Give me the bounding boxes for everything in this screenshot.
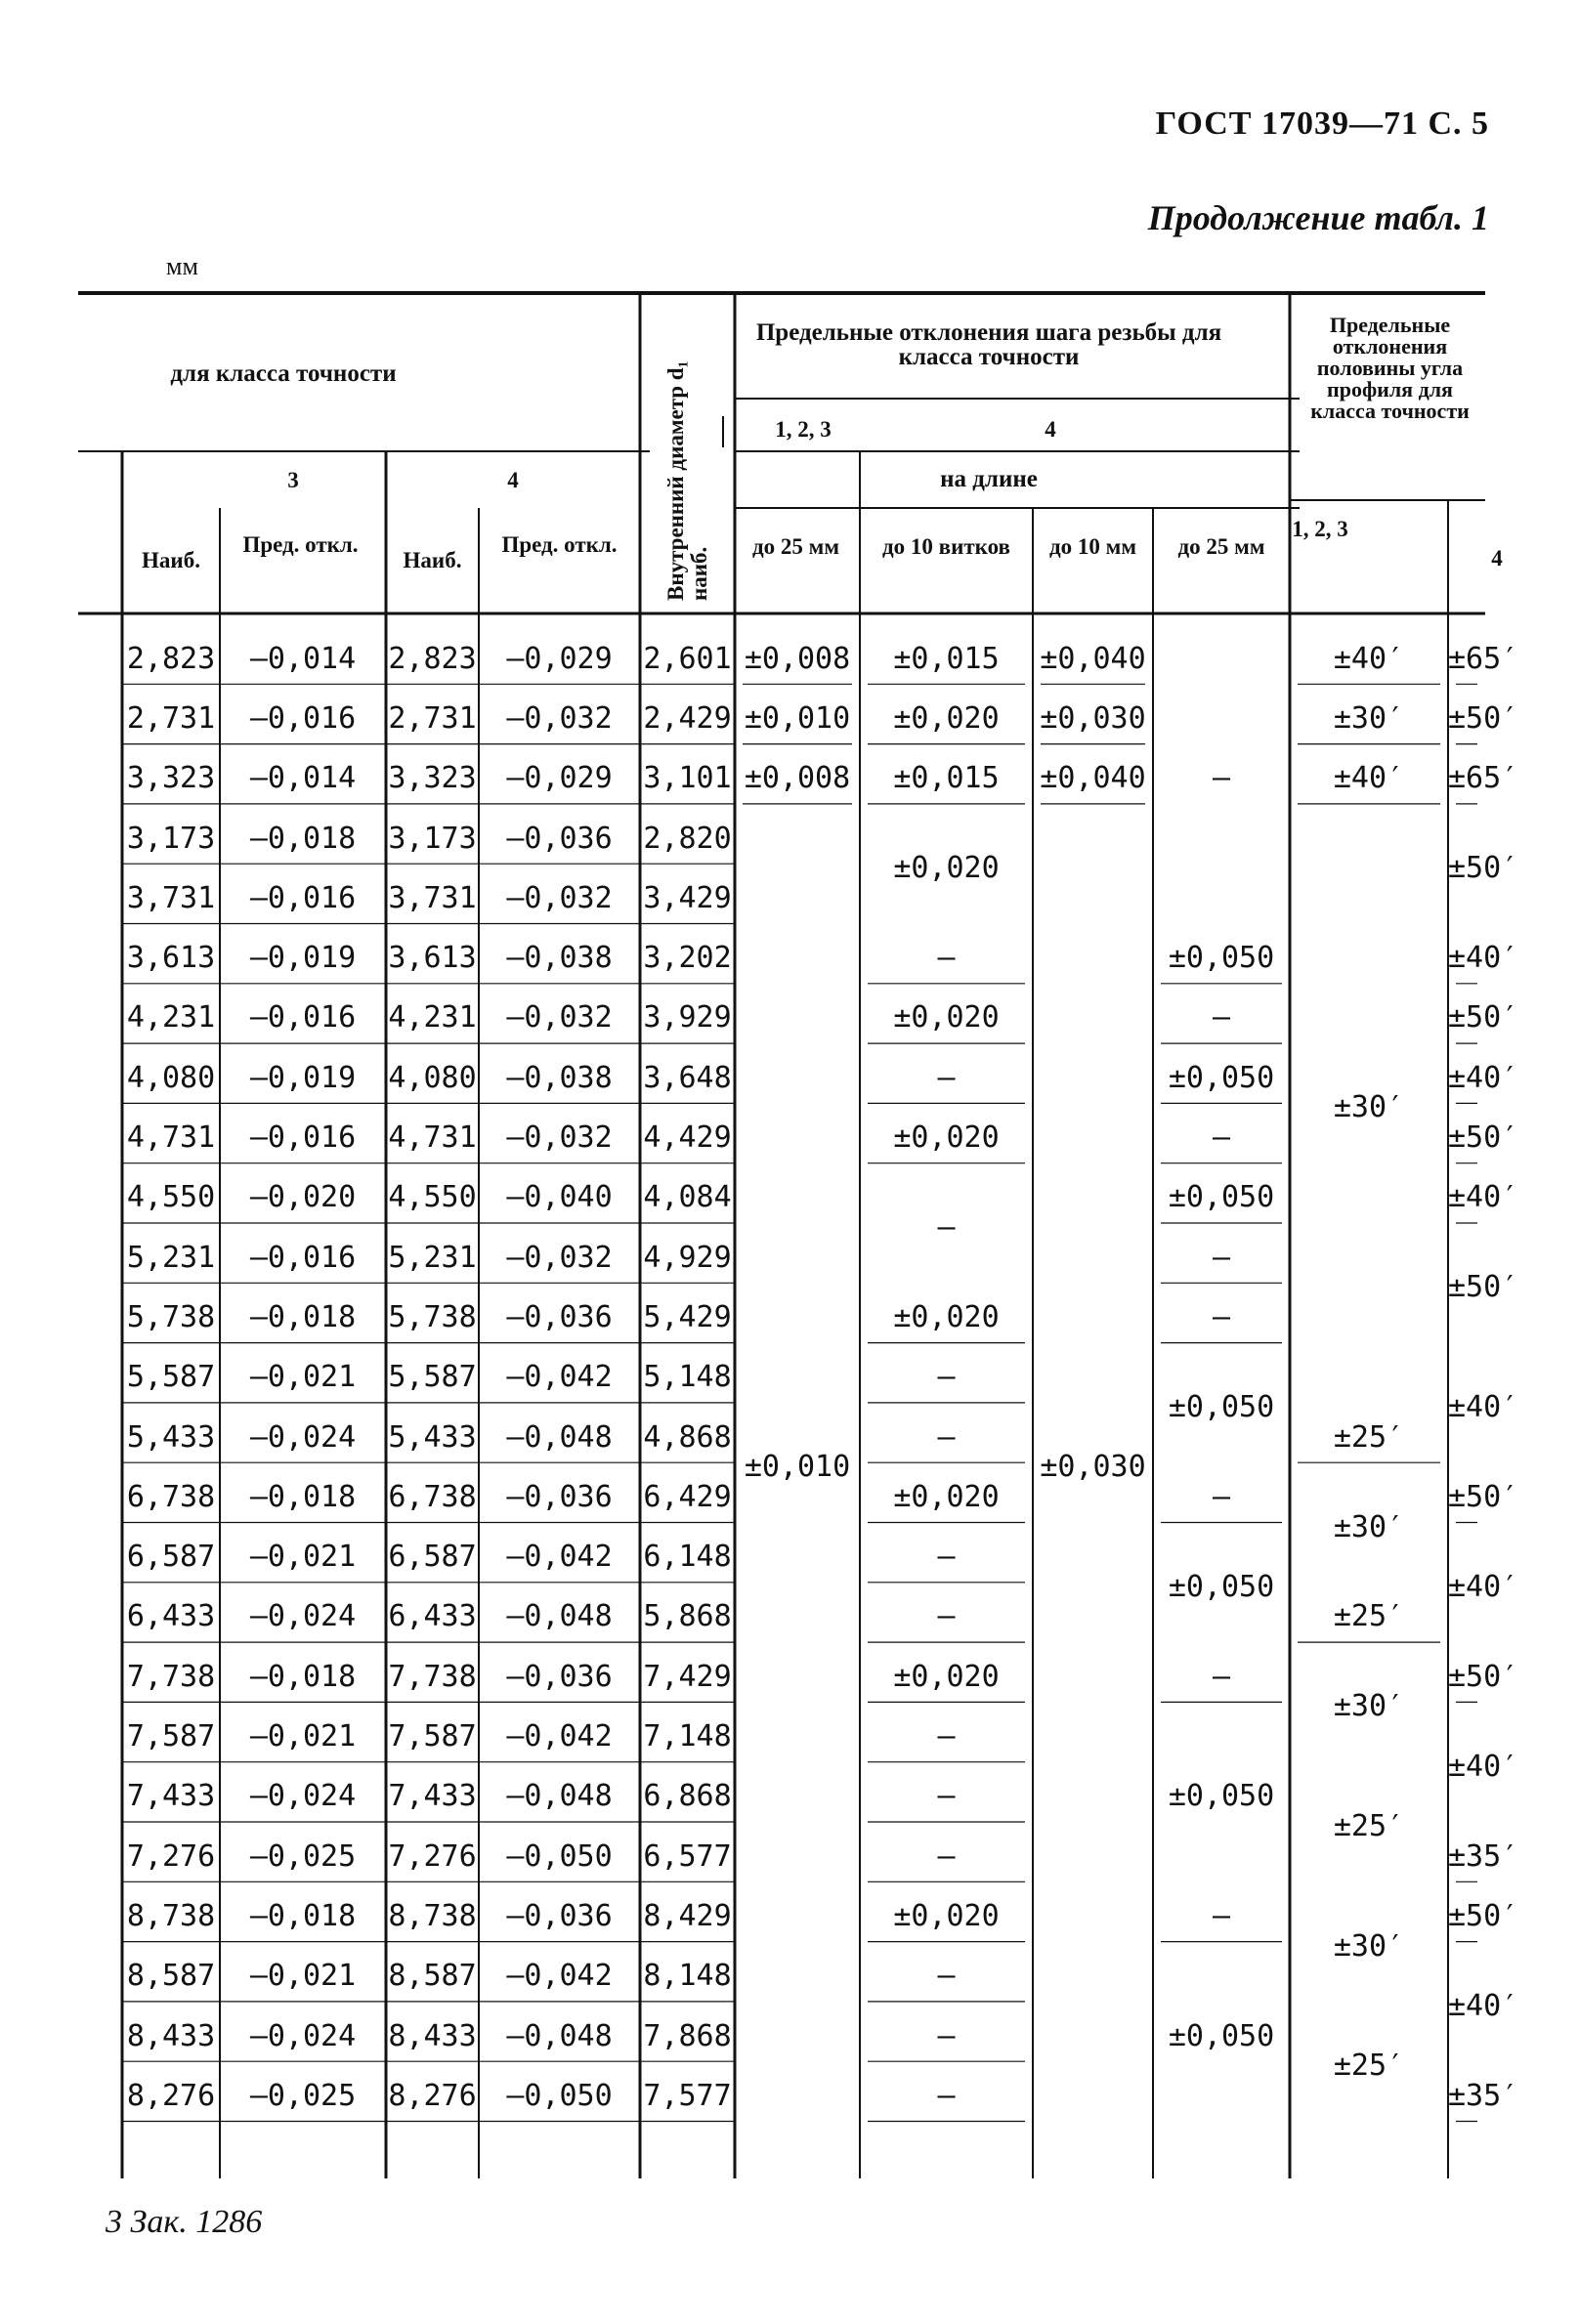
table-cell: 3,648 [643, 1060, 732, 1095]
pitch-10-turns-cell: — [937, 1959, 956, 1994]
angle-class123-cell: ±25′ [1333, 1599, 1405, 1634]
table-cell: —0,036 [506, 1479, 613, 1514]
table-cell: —0,050 [506, 2078, 613, 2113]
table-cell: 3,173 [388, 821, 477, 856]
pitch-25mm-cell: ±0,010 [744, 700, 851, 736]
pitch-10-turns-cell: — [937, 1838, 956, 1874]
table-cell: 7,148 [643, 1719, 732, 1754]
page-footer: 3 Зак. 1286 [106, 2204, 263, 2240]
table-cell: 3,429 [643, 880, 732, 915]
table-cell: —0,024 [249, 1419, 357, 1455]
table-cell: —0,038 [506, 941, 613, 976]
table-cell: —0,021 [249, 1959, 357, 1994]
table-cell: 6,587 [126, 1540, 216, 1575]
table-cell: 7,276 [126, 1838, 216, 1874]
pitch-25mm-cell: ±0,008 [744, 761, 851, 796]
header-class-4: 4 [507, 468, 519, 492]
table-cell: 5,433 [126, 1419, 216, 1455]
table-cell: —0,042 [506, 1719, 613, 1754]
page-header: ГОСТ 17039—71 С. 5 [1155, 106, 1489, 142]
table-cell: 6,738 [388, 1479, 477, 1514]
pitch-10-turns-cell: — [937, 1540, 956, 1575]
pitch-10-turns-cell: — [937, 1210, 956, 1245]
angle-class4-cell: ±40′ [1448, 1569, 1519, 1604]
angle-class4-cell: ±40′ [1448, 941, 1519, 976]
table-cell: —0,018 [249, 1898, 357, 1933]
table-cell: 4,731 [126, 1120, 216, 1156]
table-cell: —0,025 [249, 2078, 357, 2113]
pitch-25mm-b-cell: — [1212, 1120, 1231, 1156]
header-inner-diameter: Внутренний диаметр d₁ наиб. [663, 360, 712, 601]
pitch-10mm-cell: ±0,030 [1040, 700, 1146, 736]
table-cell: 6,577 [643, 1838, 732, 1874]
table-cell: —0,024 [249, 2018, 357, 2053]
table-cell: 7,587 [388, 1719, 477, 1754]
table-cell: —0,042 [506, 1959, 613, 1994]
table-cell: 7,433 [388, 1779, 477, 1814]
table-cell: 8,738 [126, 1898, 216, 1933]
angle-class4-cell: ±50′ [1448, 1659, 1519, 1694]
table-cell: 4,231 [388, 1000, 477, 1035]
angle-class4-cell: ±65′ [1448, 761, 1519, 796]
table-cell: —0,048 [506, 1419, 613, 1455]
table-cell: 5,738 [388, 1299, 477, 1334]
table-cell: 3,323 [126, 761, 216, 796]
table-cell: 8,276 [126, 2078, 216, 2113]
table-cell: 4,231 [126, 1000, 216, 1035]
pitch-25mm-b-cell: — [1212, 1240, 1231, 1275]
angle-class123-cell: ±25′ [1333, 2049, 1405, 2084]
pitch-25mm-b-cell: — [1212, 1479, 1231, 1514]
pitch-10-turns-cell: — [937, 1060, 956, 1095]
table-cell: —0,016 [249, 880, 357, 915]
pitch-10-turns-cell: ±0,020 [893, 851, 1000, 886]
table-cell: —0,014 [249, 641, 357, 676]
header-pitch-deviation: Предельные отклонения шага резьбы для класса точности [755, 319, 1222, 370]
table-cell: —0,019 [249, 1060, 357, 1095]
table-continuation-label: Продолжение табл. 1 [1147, 198, 1489, 237]
pitch-10mm-cell: ±0,040 [1040, 761, 1146, 796]
table-cell: 3,101 [643, 761, 732, 796]
table-cell: —0,024 [249, 1779, 357, 1814]
table-cell: 4,080 [388, 1060, 477, 1095]
angle-class4-cell: ±50′ [1448, 1000, 1519, 1035]
angle-class123-cell: ±30′ [1333, 1509, 1405, 1544]
angle-class123-cell: ±30′ [1333, 700, 1405, 736]
header-max-class3: Наиб. [142, 548, 200, 572]
pitch-10-turns-cell: — [937, 1419, 956, 1455]
pitch-25mm-b-cell: ±0,050 [1168, 1569, 1275, 1604]
table-cell: 5,231 [126, 1240, 216, 1275]
angle-class123-cell: ±40′ [1333, 641, 1405, 676]
table-cell: 2,823 [126, 641, 216, 676]
table-cell: —0,016 [249, 1240, 357, 1275]
table-cell: —0,018 [249, 1659, 357, 1694]
table-cell: 5,148 [643, 1360, 732, 1395]
table-cell: 2,731 [388, 700, 477, 736]
pitch-25mm-b-cell: ±0,050 [1168, 1389, 1275, 1424]
pitch-10-turns-cell: — [937, 1599, 956, 1634]
table-cell: 5,738 [126, 1299, 216, 1334]
table-cell: 6,433 [126, 1599, 216, 1634]
table-cell: 7,276 [388, 1838, 477, 1874]
table-cell: 4,550 [388, 1180, 477, 1215]
table-cell: —0,025 [249, 1838, 357, 1874]
pitch-25mm-cell: ±0,010 [744, 1450, 851, 1485]
pitch-10-turns-cell: ±0,020 [893, 1659, 1000, 1694]
angle-class4-cell: ±35′ [1448, 1838, 1519, 1874]
table-cell: —0,032 [506, 1240, 613, 1275]
angle-class123-cell: ±25′ [1333, 1419, 1405, 1455]
table-cell: 5,429 [643, 1299, 732, 1334]
pitch-10-turns-cell: ±0,015 [893, 761, 1000, 796]
table-cell: 8,433 [126, 2018, 216, 2053]
table-cell: 6,868 [643, 1779, 732, 1814]
table-cell: —0,050 [506, 1838, 613, 1874]
table-cell: 5,868 [643, 1599, 732, 1634]
pitch-10-turns-cell: ±0,020 [893, 1299, 1000, 1334]
header-on-length: на длине [940, 466, 1038, 492]
pitch-10-turns-cell: — [937, 2078, 956, 2113]
pitch-10-turns-cell: — [937, 2018, 956, 2053]
table-cell: 8,276 [388, 2078, 477, 2113]
table-cell: 2,601 [643, 641, 732, 676]
pitch-25mm-b-cell: — [1212, 761, 1231, 796]
pitch-10-turns-cell: ±0,020 [893, 1000, 1000, 1035]
table-cell: —0,016 [249, 700, 357, 736]
table-cell: 5,433 [388, 1419, 477, 1455]
pitch-25mm-b-cell: ±0,050 [1168, 1060, 1275, 1095]
table-cell: 7,587 [126, 1719, 216, 1754]
table-cell: —0,036 [506, 821, 613, 856]
table-cell: 7,577 [643, 2078, 732, 2113]
angle-class4-cell: ±50′ [1448, 1479, 1519, 1514]
header-up-to-10mm: до 10 мм [1049, 534, 1136, 559]
table-cell: —0,032 [506, 880, 613, 915]
table-cell: 4,868 [643, 1419, 732, 1455]
pitch-25mm-b-cell: — [1212, 1000, 1231, 1035]
table-cell: —0,029 [506, 761, 613, 796]
angle-class4-cell: ±65′ [1448, 641, 1519, 676]
table-cell: —0,036 [506, 1659, 613, 1694]
header-accuracy-class: для класса точности [170, 360, 397, 387]
table-cell: —0,021 [249, 1719, 357, 1754]
table-cell: —0,014 [249, 761, 357, 796]
table-cell: —0,021 [249, 1540, 357, 1575]
table-cell: —0,016 [249, 1120, 357, 1156]
table-cell: —0,038 [506, 1060, 613, 1095]
table-cell: —0,036 [506, 1898, 613, 1933]
pitch-10-turns-cell: ±0,020 [893, 1479, 1000, 1514]
table-cell: 5,587 [126, 1360, 216, 1395]
pitch-10-turns-cell: — [937, 1719, 956, 1754]
table-cell: 7,738 [126, 1659, 216, 1694]
header-pitch-class-123: 1, 2, 3 [775, 417, 832, 442]
table-cell: 4,731 [388, 1120, 477, 1156]
pitch-25mm-b-cell: ±0,050 [1168, 1779, 1275, 1814]
table-cell: —0,018 [249, 1299, 357, 1334]
table-cell: 7,433 [126, 1779, 216, 1814]
pitch-25mm-b-cell: ±0,050 [1168, 941, 1275, 976]
table-cell: 3,613 [126, 941, 216, 976]
angle-class4-cell: ±40′ [1448, 1988, 1519, 2023]
table-cell: —0,036 [506, 1299, 613, 1334]
header-pitch-class-4: 4 [1045, 417, 1056, 442]
header-up-to-10-turns: до 10 витков [882, 534, 1010, 559]
table-cell: 8,148 [643, 1959, 732, 1994]
pitch-10mm-cell: ±0,040 [1040, 641, 1146, 676]
angle-class4-cell: ±50′ [1448, 1898, 1519, 1933]
table-cell: 6,433 [388, 1599, 477, 1634]
table-cell: 3,613 [388, 941, 477, 976]
table-cell: —0,020 [249, 1180, 357, 1215]
table-cell: —0,032 [506, 1000, 613, 1035]
table-cell: 6,429 [643, 1479, 732, 1514]
table-cell: 3,731 [388, 880, 477, 915]
table-cell: —0,029 [506, 641, 613, 676]
table-cell: 3,202 [643, 941, 732, 976]
angle-class4-cell: ±35′ [1448, 2078, 1519, 2113]
table-cell: 5,231 [388, 1240, 477, 1275]
header-class-3: 3 [287, 468, 299, 492]
pitch-25mm-b-cell: — [1212, 1898, 1231, 1933]
table-cell: —0,016 [249, 1000, 357, 1035]
table-cell: 4,929 [643, 1240, 732, 1275]
table-cell: 8,738 [388, 1898, 477, 1933]
angle-class123-cell: ±30′ [1333, 1928, 1405, 1964]
table-cell: 2,820 [643, 821, 732, 856]
angle-class4-cell: ±50′ [1448, 700, 1519, 736]
table-cell: 4,429 [643, 1120, 732, 1156]
angle-class4-cell: ±50′ [1448, 851, 1519, 886]
table-cell: —0,018 [249, 821, 357, 856]
table-cell: 3,323 [388, 761, 477, 796]
table-cell: 7,738 [388, 1659, 477, 1694]
pitch-10-turns-cell: ±0,020 [893, 1898, 1000, 1933]
table-cell: —0,019 [249, 941, 357, 976]
table-cell: —0,048 [506, 2018, 613, 2053]
table-cell: 2,823 [388, 641, 477, 676]
angle-class4-cell: ±40′ [1448, 1060, 1519, 1095]
pitch-25mm-b-cell: — [1212, 1659, 1231, 1694]
header-angle-class-4: 4 [1491, 546, 1503, 570]
pitch-25mm-cell: ±0,008 [744, 641, 851, 676]
pitch-10-turns-cell: — [937, 941, 956, 976]
header-dev-class3: Пред. откл. [242, 532, 359, 557]
table-cell: 7,429 [643, 1659, 732, 1694]
table-cell: 3,929 [643, 1000, 732, 1035]
table-cell: —0,024 [249, 1599, 357, 1634]
table-cell: 7,868 [643, 2018, 732, 2053]
header-up-to-25mm-b: до 25 мм [1177, 534, 1265, 559]
table-cell: 3,173 [126, 821, 216, 856]
table-cell: 2,731 [126, 700, 216, 736]
table-cell: —0,042 [506, 1360, 613, 1395]
table-cell: —0,018 [249, 1479, 357, 1514]
table-cell: —0,032 [506, 1120, 613, 1156]
angle-class4-cell: ±40′ [1448, 1180, 1519, 1215]
angle-class123-cell: ±30′ [1333, 1090, 1405, 1125]
table-cell: —0,048 [506, 1599, 613, 1634]
angle-class4-cell: ±40′ [1448, 1389, 1519, 1424]
table-cell: 5,587 [388, 1360, 477, 1395]
table-cell: 6,587 [388, 1540, 477, 1575]
header-max-class4: Наиб. [403, 548, 462, 572]
table-cell: —0,021 [249, 1360, 357, 1395]
header-dev-class4: Пред. откл. [501, 532, 618, 557]
table-cell: —0,040 [506, 1180, 613, 1215]
pitch-10-turns-cell: ±0,015 [893, 641, 1000, 676]
pitch-10mm-cell: ±0,030 [1040, 1450, 1146, 1485]
table-cell: 8,587 [388, 1959, 477, 1994]
table-cell: 8,429 [643, 1898, 732, 1933]
header-up-to-25mm-a: до 25 мм [752, 534, 839, 559]
table-cell: 8,433 [388, 2018, 477, 2053]
pitch-10-turns-cell: — [937, 1779, 956, 1814]
angle-class4-cell: ±40′ [1448, 1749, 1519, 1784]
table-cell: 2,429 [643, 700, 732, 736]
table-cell: —0,048 [506, 1779, 613, 1814]
pitch-25mm-b-cell: ±0,050 [1168, 2018, 1275, 2053]
table-cell: 3,731 [126, 880, 216, 915]
pitch-25mm-b-cell: — [1212, 1299, 1231, 1334]
table-cell: 6,148 [643, 1540, 732, 1575]
pitch-10-turns-cell: ±0,020 [893, 700, 1000, 736]
table-cell: 8,587 [126, 1959, 216, 1994]
angle-class123-cell: ±30′ [1333, 1689, 1405, 1724]
pitch-25mm-b-cell: ±0,050 [1168, 1180, 1275, 1215]
header-angle-class-123: 1, 2, 3 [1292, 517, 1348, 541]
table-cell: 6,738 [126, 1479, 216, 1514]
unit-label: мм [166, 252, 198, 280]
table-cell: 4,080 [126, 1060, 216, 1095]
table-cell: —0,042 [506, 1540, 613, 1575]
angle-class123-cell: ±40′ [1333, 761, 1405, 796]
angle-class123-cell: ±25′ [1333, 1809, 1405, 1843]
angle-class4-cell: ±50′ [1448, 1120, 1519, 1156]
angle-class4-cell: ±50′ [1448, 1270, 1519, 1305]
header-half-angle-deviation: Предельные отклонения половины угла профиля для класса точности [1310, 313, 1470, 423]
table-cell: 4,084 [643, 1180, 732, 1215]
table-cell: 4,550 [126, 1180, 216, 1215]
pitch-10-turns-cell: ±0,020 [893, 1120, 1000, 1156]
table-cell: —0,032 [506, 700, 613, 736]
pitch-10-turns-cell: — [937, 1360, 956, 1395]
